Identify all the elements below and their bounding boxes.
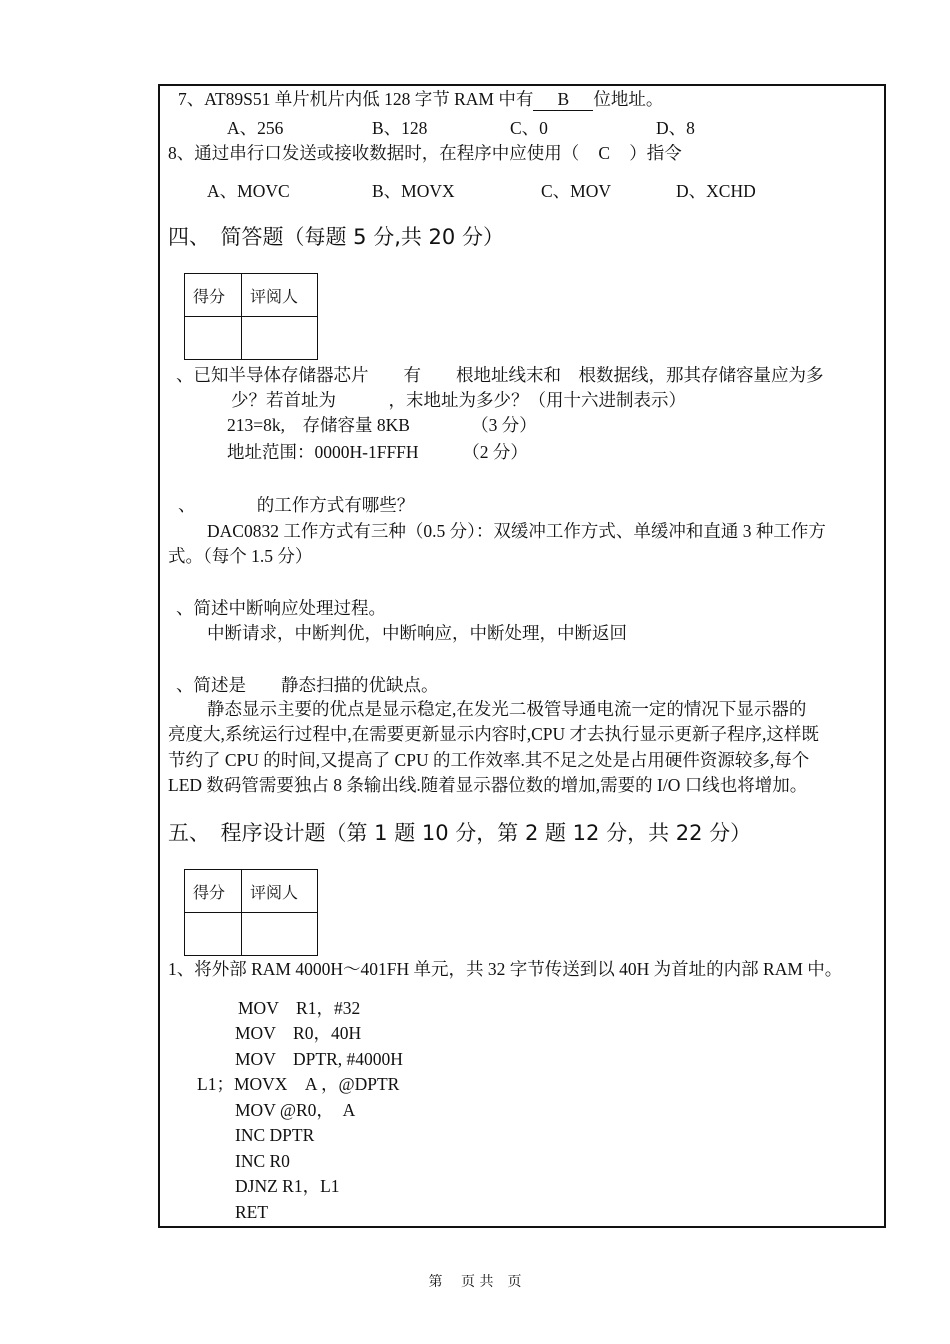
s4-q2-answer1: DAC0832 工作方式有三种（0.5 分）：双缓冲工作方式、单缓冲和直通 3 种工作方	[207, 521, 826, 541]
q7-answer: B	[533, 88, 593, 111]
q7-option-d: D、8	[656, 118, 695, 138]
section4-title: 四、 简答题（每题 5 分,共 20 分）	[168, 225, 504, 249]
s4-q1-line2: 少？若首址为 ，末地址为多少？（用十六进制表示）	[231, 390, 686, 410]
grader-label: 评阅人	[242, 274, 318, 317]
s4-q3-answer1: 中断请求，中断判优，中断响应，中断处理，中断返回	[207, 623, 627, 643]
s4-q2-answer2: 式。（每个 1.5 分）	[168, 546, 313, 566]
grader-cell[interactable]	[242, 913, 318, 956]
score-label: 得分	[185, 274, 242, 317]
section4-score-table	[184, 273, 318, 360]
q8-option-a: A、MOVC	[207, 181, 290, 201]
q8-answer: C	[598, 143, 611, 163]
page-footer: 第 页 共 页	[428, 1274, 522, 1290]
s4-q1-line1: 、已知半导体存储器芯片 有 根地址线末和 根数据线，那其存储容量应为多	[176, 365, 824, 385]
code-line: INC DPTR	[235, 1125, 315, 1145]
q7-option-c: C、0	[510, 118, 548, 138]
section5-title: 五、 程序设计题（第 1 题 10 分，第 2 题 12 分，共 22 分）	[168, 821, 752, 845]
s4-q1-answer1: 213=8k, 存储容量 8KB （3 分）	[227, 415, 537, 435]
code-line: INC R0	[235, 1151, 290, 1171]
section5-score-table	[184, 869, 318, 956]
code-line: MOV R1，#32	[238, 998, 361, 1018]
score-label: 得分	[185, 870, 242, 913]
q7-text-end: 位地址。	[593, 89, 664, 109]
code-line: MOV @R0， A	[235, 1100, 356, 1120]
grader-label: 评阅人	[242, 870, 318, 913]
code-line: DJNZ R1，L1	[235, 1176, 340, 1196]
q8-text: 8、通过串行口发送或接收数据时，在程序中应使用（	[168, 143, 580, 163]
code-line: MOV DPTR, #4000H	[235, 1049, 403, 1069]
s5-q1-text: 1、将外部 RAM 4000H～401FH 单元，共 32 字节传送到以 40H 为首址的内部 RAM 中。	[168, 959, 843, 979]
grader-cell[interactable]	[242, 317, 318, 360]
s4-q1-answer2: 地址范围：0000H-1FFFH （2 分）	[227, 442, 528, 462]
s4-q4-answer3: 节约了 CPU 的时间,又提高了 CPU 的工作效率.其不足之处是占用硬件资源较多,每个	[168, 750, 810, 770]
q8-option-b: B、MOVX	[372, 181, 455, 201]
score-cell[interactable]	[185, 913, 242, 956]
s4-q4-line1: 、简述是 静态扫描的优缺点。	[176, 675, 439, 695]
q7-option-a: A、256	[227, 118, 284, 138]
q8-option-c: C、MOV	[541, 181, 612, 201]
q7-stem	[178, 88, 663, 111]
q7-option-b: B、128	[372, 118, 428, 138]
s4-q3-line1: 、简述中断响应处理过程。	[176, 598, 386, 618]
s4-q4-answer4: LED 数码管需要独占 8 条输出线.随着显示器位数的增加,需要的 I/O 口线也将增加。	[168, 775, 808, 795]
q8-option-d: D、XCHD	[676, 181, 756, 201]
code-line: L1；MOVX A ，@DPTR	[197, 1074, 400, 1094]
s4-q4-answer2: 亮度大,系统运行过程中,在需要更新显示内容时,CPU 才去执行显示更新子程序,这样既	[168, 724, 819, 744]
score-cell[interactable]	[185, 317, 242, 360]
code-line: MOV R0，40H	[235, 1023, 362, 1043]
q8-stem	[168, 142, 682, 164]
code-line: RET	[235, 1202, 269, 1222]
s4-q4-answer1: 静态显示主要的优点是显示稳定,在发光二极管导通电流一定的情况下显示器的	[207, 699, 807, 719]
s4-q2-line1: 、 的工作方式有哪些？	[178, 495, 415, 515]
q7-text: 7、AT89S51 单片机片内低 128 字节 RAM 中有	[178, 89, 534, 109]
q8-text-end: ）指令	[629, 143, 682, 163]
